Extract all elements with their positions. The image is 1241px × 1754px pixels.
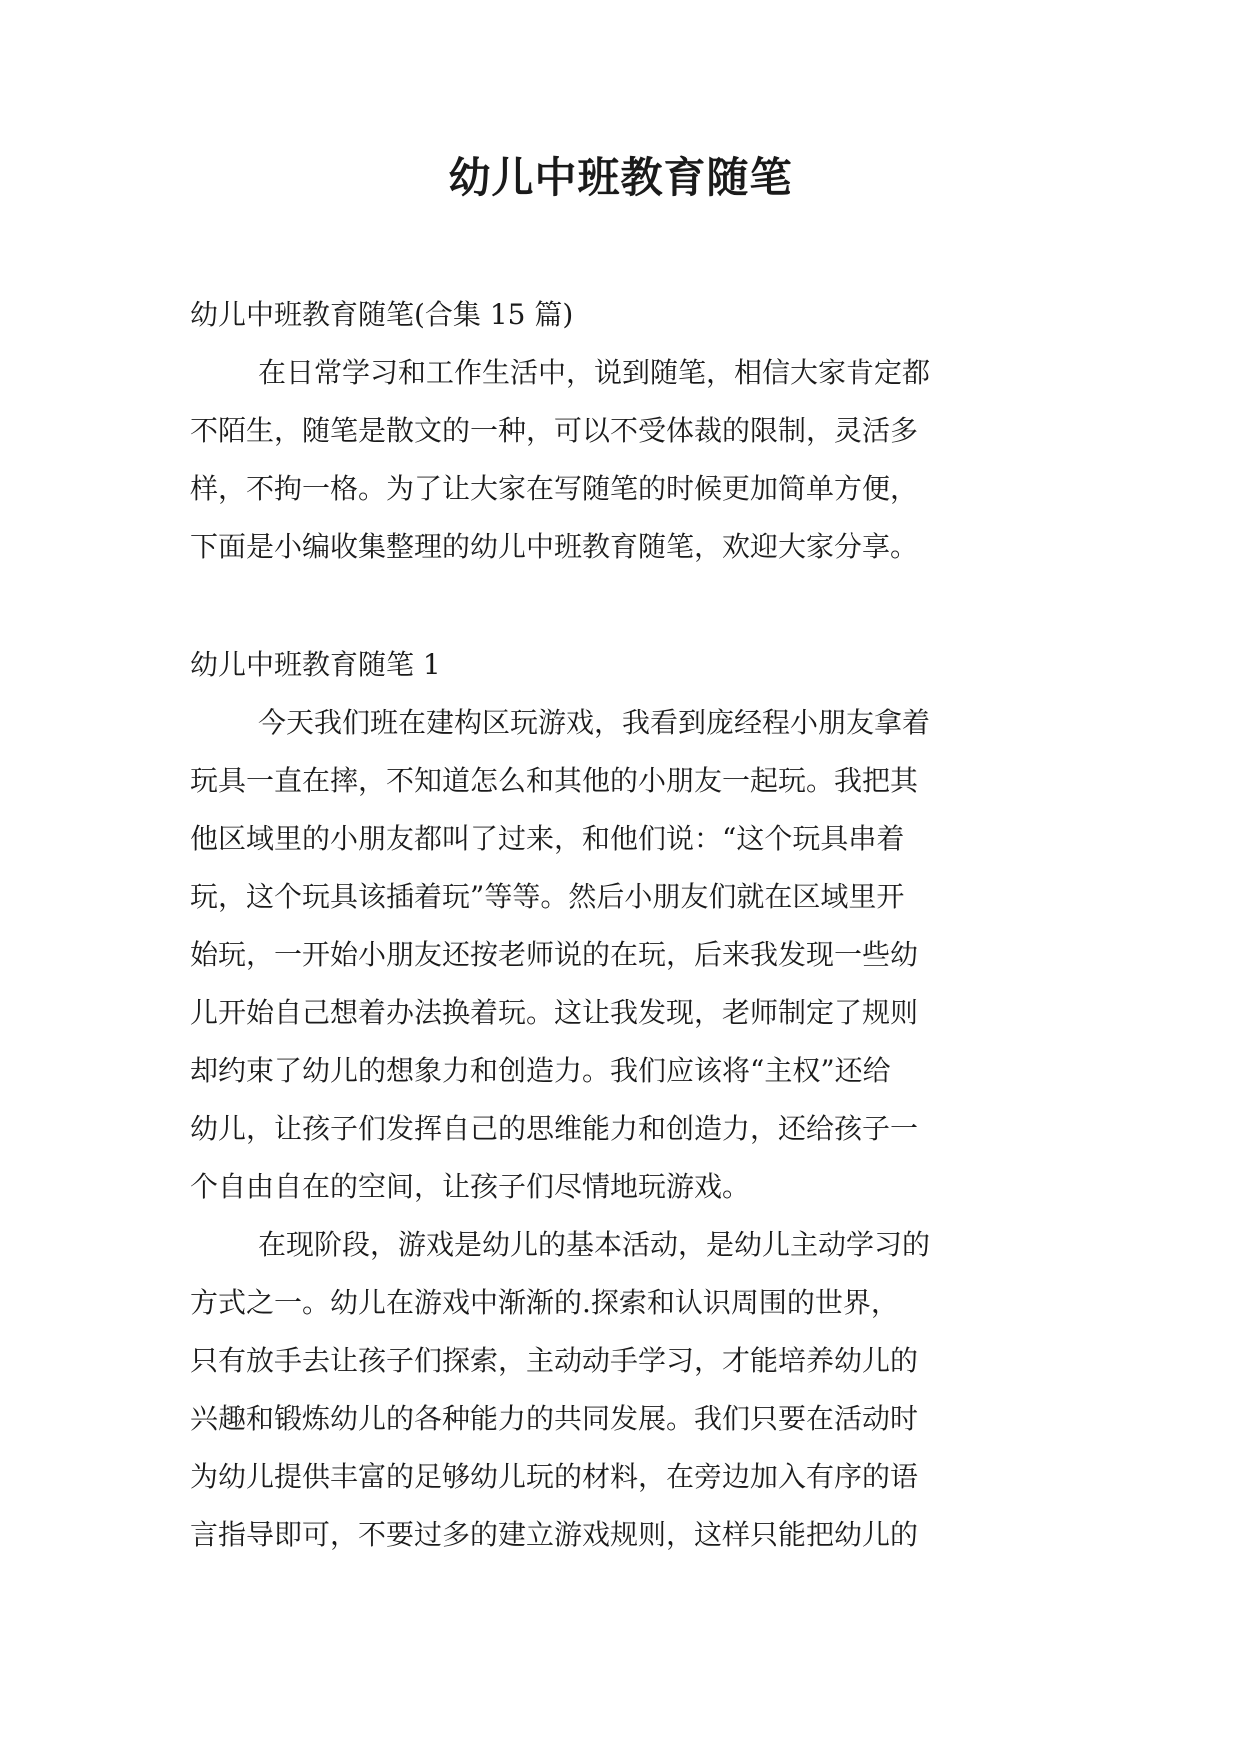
section1-paragraph-2 [190, 1216, 1050, 1564]
document-subtitle: 幼儿中班教育随笔(合集 15 篇) [190, 298, 574, 331]
section-heading: 幼儿中班教育随笔 1 [190, 648, 441, 681]
paragraph-line: 却约束了幼儿的想象力和创造力。我们应该将“主权”还给 [190, 1054, 891, 1087]
paragraph-line: 幼儿，让孩子们发挥自己的思维能力和创造力，还给孩子一 [190, 1112, 919, 1145]
paragraph-line: 玩，这个玩具该插着玩”等等。然后小朋友们就在区域里开 [190, 880, 905, 913]
intro-paragraph [190, 344, 1050, 576]
intro-line: 在日常学习和工作生活中，说到随笔，相信大家肯定都 [258, 356, 931, 389]
paragraph-line: 玩具一直在摔，不知道怎么和其他的小朋友一起玩。我把其 [190, 764, 919, 797]
intro-line: 下面是小编收集整理的幼儿中班教育随笔，欢迎大家分享。 [190, 530, 919, 563]
paragraph-line: 在现阶段，游戏是幼儿的基本活动，是幼儿主动学习的 [258, 1228, 931, 1261]
paragraph-line: 儿开始自己想着办法换着玩。这让我发现，老师制定了规则 [190, 996, 919, 1029]
section-spacer [190, 576, 1050, 636]
paragraph-line: 个自由自在的空间，让孩子们尽情地玩游戏。 [190, 1170, 751, 1203]
paragraph-line: 为幼儿提供丰富的足够幼儿玩的材料，在旁边加入有序的语 [190, 1460, 919, 1493]
paragraph-line: 言指导即可，不要过多的建立游戏规则，这样只能把幼儿的 [190, 1518, 919, 1551]
section1-paragraph-1 [190, 694, 1050, 1216]
paragraph-line: 兴趣和锻炼幼儿的各种能力的共同发展。我们只要在活动时 [190, 1402, 919, 1435]
document-body [190, 286, 1050, 1564]
intro-line: 不陌生，随笔是散文的一种，可以不受体裁的限制，灵活多 [190, 414, 919, 447]
intro-line: 样，不拘一格。为了让大家在写随笔的时候更加简单方便， [190, 472, 919, 505]
paragraph-line: 他区域里的小朋友都叫了过来，和他们说：“这个玩具串着 [190, 822, 905, 855]
paragraph-line: 只有放手去让孩子们探索，主动动手学习，才能培养幼儿的 [190, 1344, 919, 1377]
paragraph-line: 今天我们班在建构区玩游戏，我看到庞经程小朋友拿着 [258, 706, 931, 739]
document-title: 幼儿中班教育随笔 [448, 153, 793, 202]
paragraph-line: 方式之一。幼儿在游戏中渐渐的.探索和认识周围的世界， [190, 1286, 899, 1319]
paragraph-line: 始玩，一开始小朋友还按老师说的在玩，后来我发现一些幼 [190, 938, 919, 971]
